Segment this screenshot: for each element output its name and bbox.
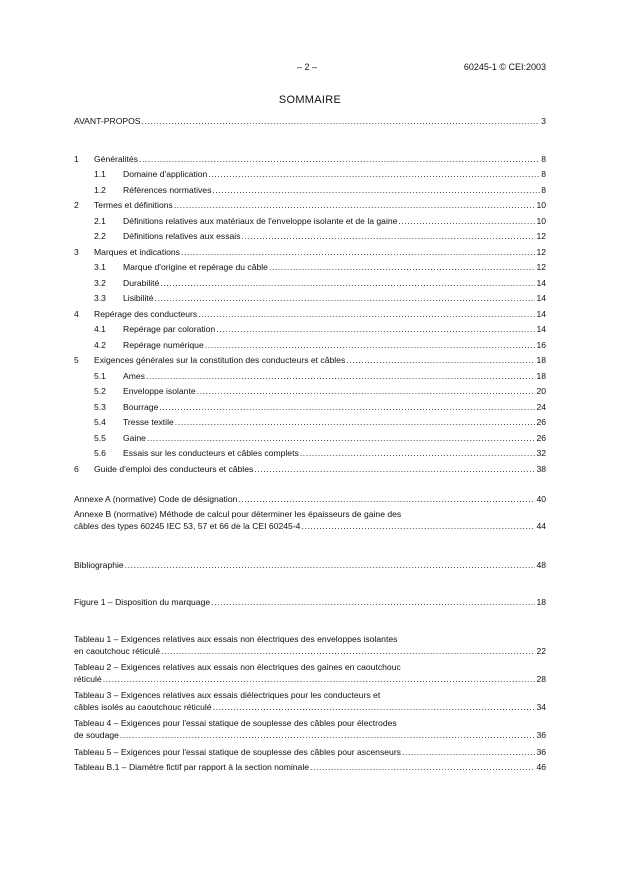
toc-entry-table[interactable] [74, 745, 546, 761]
dot-leader [160, 276, 535, 292]
toc-number: 5.3 [94, 401, 106, 412]
dot-leader [198, 307, 535, 323]
toc-label-continued: de soudage [74, 729, 119, 740]
toc-label: Bourrage [123, 401, 159, 412]
toc-subsection[interactable] [74, 291, 546, 307]
dot-leader [208, 167, 540, 183]
toc-label: Repérage des conducteurs [94, 308, 198, 319]
toc-page: 36 [536, 746, 546, 757]
toc-number: 2.2 [94, 231, 106, 241]
toc-label: Références normatives [123, 184, 212, 195]
dot-leader [212, 183, 540, 199]
toc-subsection[interactable] [74, 431, 546, 447]
toc-label-continued: en caoutchouc réticulé [74, 645, 160, 656]
dot-leader [139, 152, 540, 168]
toc-page: 48 [536, 559, 546, 570]
toc-number: 2.1 [94, 215, 106, 226]
toc-page: 40 [536, 494, 546, 504]
toc-entry-table[interactable] [74, 717, 546, 741]
toc-number: 2 [74, 200, 79, 210]
toc-entry-table[interactable] [74, 760, 546, 776]
toc-label: Bibliographie [74, 559, 124, 570]
toc-page: 8 [541, 153, 546, 164]
toc-number: 5.5 [94, 432, 106, 443]
toc-label-continued: câbles des types 60245 IEC 53, 57 et 66 de la CEI 60245-4 [74, 520, 301, 531]
dot-leader [242, 229, 536, 245]
toc-label: Termes et définitions [94, 200, 173, 210]
toc-entry-bibliographie[interactable] [74, 558, 546, 574]
toc-label: Tableau 4 – Exigences pour l'essai statique de souplesse des câbles pour électrodes [74, 717, 397, 728]
toc-subsection[interactable] [74, 415, 546, 431]
toc-page: 10 [536, 215, 546, 226]
dot-leader [300, 446, 536, 462]
toc-subsection[interactable] [74, 322, 546, 338]
toc-page: 22 [536, 645, 546, 656]
toc-label: Marques et indications [94, 246, 180, 257]
toc-number: 3 [74, 246, 79, 257]
toc-page: 10 [536, 200, 546, 210]
toc-page: 16 [536, 339, 546, 350]
toc-page: 32 [536, 448, 546, 458]
toc-subsection[interactable] [74, 167, 546, 183]
toc-page: 3 [541, 116, 546, 126]
toc-label: Essais sur les conducteurs et câbles complets [123, 448, 299, 458]
toc-label: Généralités [94, 153, 138, 164]
dot-leader [155, 291, 536, 307]
toc-label: Guide d'emploi des conducteurs et câbles [94, 463, 254, 474]
toc-page: 34 [536, 701, 546, 712]
toc-label: Tableau 2 – Exigences relatives aux essais non électriques des gaines en caoutchouc [74, 661, 401, 672]
toc-entry-annex-b[interactable] [74, 508, 546, 532]
toc-label: Repérage numérique [123, 339, 204, 350]
toc-page: 14 [536, 308, 546, 319]
dot-leader [142, 114, 541, 130]
toc-label: Domaine d'application [123, 169, 208, 179]
toc-entry-annex-a[interactable] [74, 492, 546, 508]
toc-label: Marque d'origine et repérage du câble [123, 262, 268, 272]
toc-label: Annexe B (normative) Méthode de calcul pour déterminer les épaisseurs de gaine des [74, 508, 402, 519]
toc-label: Tresse textile [123, 417, 174, 427]
toc-number: 3.1 [94, 262, 106, 272]
dot-leader [146, 369, 535, 385]
toc-number: 6 [74, 463, 79, 474]
toc-section[interactable] [74, 152, 546, 168]
toc-label: Figure 1 – Disposition du marquage [74, 597, 211, 607]
dot-leader [205, 338, 536, 354]
toc-subsection[interactable] [74, 446, 546, 462]
dot-leader [161, 645, 535, 657]
dot-leader [238, 492, 535, 508]
toc-label: Durabilité [123, 277, 160, 288]
toc-entry-table[interactable] [74, 661, 546, 685]
toc-subsection[interactable] [74, 276, 546, 292]
toc-number: 3.2 [94, 277, 106, 288]
toc-subsection[interactable] [74, 183, 546, 199]
toc-number: 4.1 [94, 324, 106, 334]
toc-page: 44 [536, 520, 546, 531]
toc-page: 18 [536, 370, 546, 381]
dot-leader [402, 745, 535, 761]
toc-number: 5.1 [94, 370, 106, 381]
dot-leader [346, 353, 535, 369]
toc-page: 8 [541, 169, 546, 179]
toc-subsection[interactable] [74, 384, 546, 400]
toc-number: 3.3 [94, 293, 106, 303]
dot-leader [301, 520, 535, 532]
dot-leader [310, 760, 535, 776]
toc-entry-table[interactable] [74, 633, 546, 657]
toc-subsection[interactable] [74, 400, 546, 416]
toc-subsection[interactable] [74, 369, 546, 385]
toc-label-continued: réticulé [74, 673, 102, 684]
toc-label: AVANT-PROPOS [74, 116, 141, 126]
toc-label: Enveloppe isolante [123, 386, 196, 396]
dot-leader [159, 400, 535, 416]
dot-leader [398, 214, 535, 230]
toc-section[interactable] [74, 198, 546, 214]
dot-leader [120, 729, 536, 741]
toc-label: Lisibilité [123, 293, 154, 303]
toc-number: 1 [74, 153, 79, 164]
toc-subsection[interactable] [74, 260, 546, 276]
toc-label: Définitions relatives aux essais [123, 231, 241, 241]
toc-page: 14 [536, 293, 546, 303]
toc-number: 4 [74, 308, 79, 319]
page-title: SOMMAIRE [278, 94, 342, 106]
toc-number: 5.6 [94, 448, 106, 458]
toc-page: 24 [536, 401, 546, 412]
toc-page: 36 [536, 729, 546, 740]
document-reference: 60245-1 © CEI:2003 [463, 62, 546, 72]
dot-leader [175, 415, 536, 431]
toc-entry-table[interactable] [74, 689, 546, 713]
toc-section[interactable] [74, 353, 546, 369]
toc-page: 28 [536, 673, 546, 684]
toc-label: Tableau B.1 – Diamètre fictif par rapport à la section nominale [74, 762, 310, 772]
dot-leader [147, 431, 536, 447]
toc-label: Repérage par coloration [123, 324, 216, 334]
dot-leader [125, 558, 536, 574]
dot-leader [174, 198, 536, 214]
toc-page: 46 [536, 762, 546, 772]
toc-number: 4.2 [94, 339, 106, 350]
toc-label: Annexe A (normative) Code de désignation [74, 494, 238, 504]
toc-page: 26 [536, 417, 546, 427]
toc-page: 14 [536, 324, 546, 334]
toc-number: 1.2 [94, 184, 106, 195]
toc-page: 12 [536, 246, 546, 257]
toc-page: 18 [536, 597, 546, 607]
toc-label: Ames [123, 370, 145, 381]
dot-leader [254, 462, 535, 478]
toc-page: 14 [536, 277, 546, 288]
toc-subsection[interactable] [74, 229, 546, 245]
dot-leader [213, 701, 536, 713]
toc-page: 8 [541, 184, 546, 195]
toc-label: Tableau 1 – Exigences relatives aux essais non électriques des enveloppes isolantes [74, 633, 398, 644]
toc-section[interactable] [74, 245, 546, 261]
toc-section[interactable] [74, 307, 546, 323]
toc-page: 20 [536, 386, 546, 396]
toc-subsection[interactable] [74, 214, 546, 230]
toc-number: 5.4 [94, 417, 106, 427]
toc-number: 1.1 [94, 169, 106, 179]
toc-entry-avant-propos[interactable] [74, 114, 546, 130]
toc-label: Tableau 5 – Exigences pour l'essai statique de souplesse des câbles pour ascenseurs [74, 746, 401, 757]
toc-page: 18 [536, 355, 546, 365]
toc-label-continued: câbles isolés au caoutchouc réticulé [74, 701, 212, 712]
dot-leader [211, 595, 535, 611]
toc-page: 12 [536, 231, 546, 241]
toc-page: 26 [536, 432, 546, 443]
toc-label: Définitions relatives aux matériaux de l'enveloppe isolante et de la gaine [123, 215, 398, 226]
dot-leader [216, 322, 535, 338]
dot-leader [103, 673, 536, 685]
toc-label: Tableau 3 – Exigences relatives aux essais diélectriques pour les conducteurs et [74, 689, 381, 700]
toc-number: 5 [74, 355, 79, 365]
toc-label: Exigences générales sur la constitution des conducteurs et câbles [94, 355, 346, 365]
dot-leader [181, 245, 535, 261]
page-number: – 2 – [296, 62, 318, 72]
toc-label: Gaine [123, 432, 146, 443]
toc-page: 38 [536, 463, 546, 474]
toc-subsection[interactable] [74, 338, 546, 354]
table-of-contents [74, 114, 546, 776]
toc-number: 5.2 [94, 386, 106, 396]
toc-section[interactable] [74, 462, 546, 478]
toc-entry-figure[interactable] [74, 595, 546, 611]
toc-page: 12 [536, 262, 546, 272]
dot-leader [197, 384, 536, 400]
dot-leader [269, 260, 535, 276]
